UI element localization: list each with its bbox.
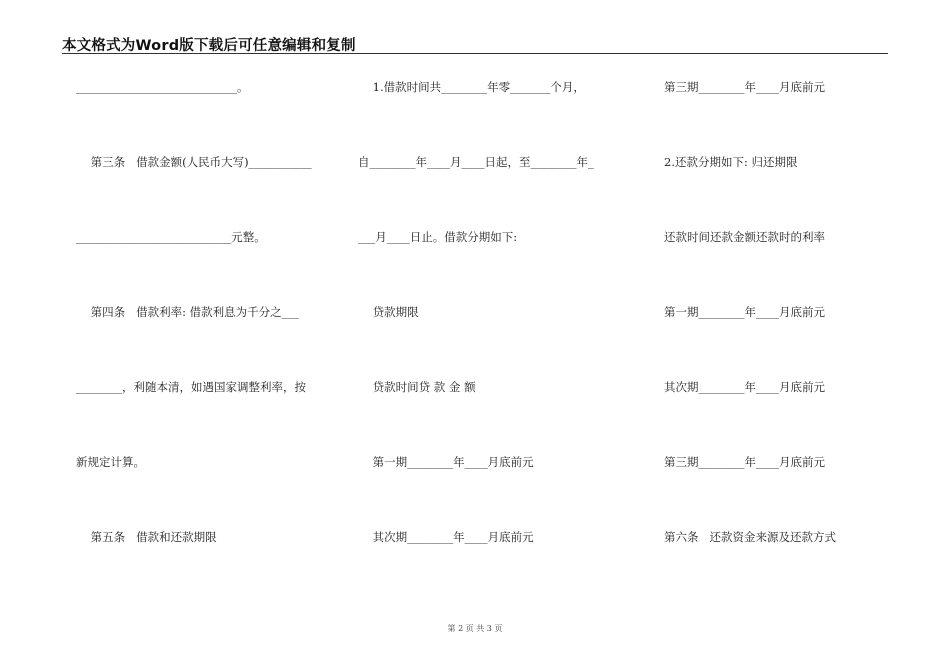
middle-line-1: 1.借款时间共________年零_______个月， (358, 80, 585, 94)
right-line-4: 第一期________年____月底前元 (664, 305, 825, 319)
right-line-5: 其次期________年____月底前元 (664, 380, 825, 394)
document-header-title: 本文格式为Word版下载后可任意编辑和复制 (62, 38, 356, 54)
right-line-7: 第六条 还款资金来源及还款方式 (664, 530, 836, 544)
middle-line-4: 贷款期限 (358, 305, 419, 319)
right-line-6: 第三期________年____月底前元 (664, 455, 825, 469)
middle-line-3: ___月____日止。借款分期如下: (358, 230, 518, 244)
middle-line-2: 自________年____月____日起，至________年_ (358, 155, 594, 169)
left-line-1: ____________________________。 (76, 80, 249, 94)
left-line-6: 新规定计算。 (76, 455, 145, 469)
page-number-footer: 第 2 页 共 3 页 (447, 624, 503, 633)
right-line-2: 2.还款分期如下: 归还期限 (664, 155, 798, 169)
left-line-4: 第四条 借款利率: 借款利息为千分之___ (76, 305, 299, 319)
left-line-7: 第五条 借款和还款期限 (76, 530, 217, 544)
left-line-5: ________，利随本清，如遇国家调整利率，按 (76, 380, 306, 394)
right-line-3: 还款时间还款金额还款时的利率 (664, 230, 825, 244)
middle-line-6: 第一期________年____月底前元 (358, 455, 534, 469)
header-divider (62, 53, 888, 54)
right-line-1: 第三期________年____月底前元 (664, 80, 825, 94)
middle-line-7: 其次期________年____月底前元 (358, 530, 534, 544)
middle-line-5: 贷款时间贷 款 金 额 (358, 380, 476, 394)
left-line-3: ___________________________元整。 (76, 230, 266, 244)
left-line-2: 第三条 借款金额(人民币大写)___________ (76, 155, 312, 169)
